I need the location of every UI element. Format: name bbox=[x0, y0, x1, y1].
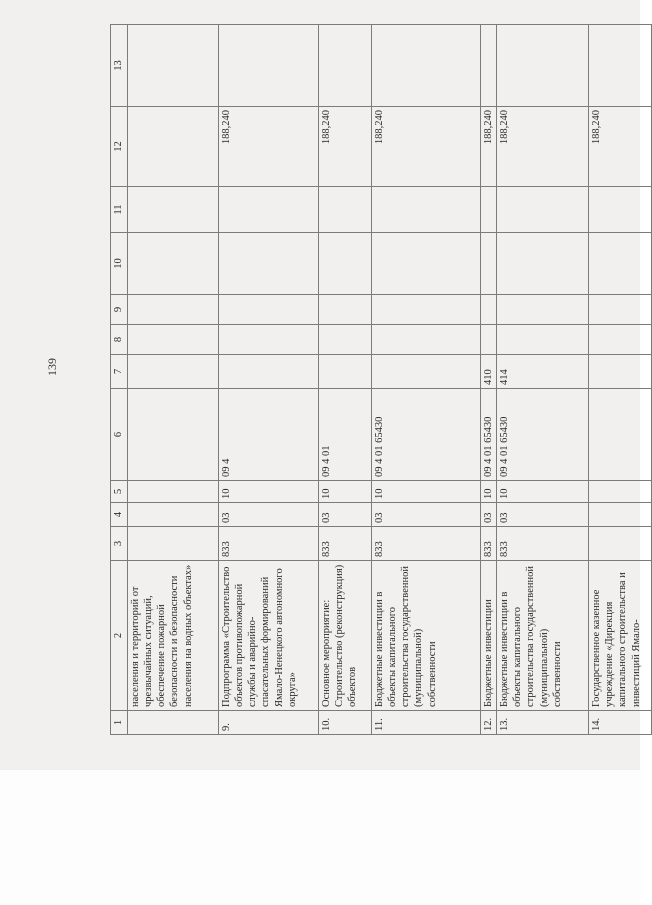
cell-value bbox=[128, 325, 219, 355]
col-header: 10 bbox=[111, 233, 128, 295]
col-header: 3 bbox=[111, 527, 128, 561]
column-header-row bbox=[111, 25, 128, 735]
cell-code bbox=[128, 503, 219, 527]
cell-value bbox=[372, 295, 481, 325]
cell-number: 13. bbox=[497, 711, 589, 735]
cell-code bbox=[219, 355, 319, 389]
cell-value bbox=[589, 25, 652, 107]
cell-value bbox=[128, 295, 219, 325]
cell-code bbox=[128, 481, 219, 503]
cell-value bbox=[589, 187, 652, 233]
cell-value bbox=[497, 187, 589, 233]
cell-code bbox=[589, 389, 652, 481]
cell-number: 14. bbox=[589, 711, 652, 735]
col-header: 7 bbox=[111, 355, 128, 389]
cell-value bbox=[372, 187, 481, 233]
col-header: 4 bbox=[111, 503, 128, 527]
cell-value bbox=[219, 295, 319, 325]
cell-value: 188,240 bbox=[589, 107, 652, 187]
cell-value bbox=[589, 295, 652, 325]
cell-value bbox=[219, 325, 319, 355]
table-row bbox=[319, 25, 372, 735]
cell-code: 833 bbox=[481, 527, 497, 561]
cell-value bbox=[481, 233, 497, 295]
cell-value bbox=[319, 295, 372, 325]
cell-value bbox=[497, 295, 589, 325]
cell-code: 10 bbox=[219, 481, 319, 503]
cell-value bbox=[128, 107, 219, 187]
cell-code: 833 bbox=[372, 527, 481, 561]
rotated-table-container bbox=[110, 25, 642, 735]
budget-table bbox=[110, 24, 652, 735]
cell-value bbox=[372, 25, 481, 107]
col-header: 2 bbox=[111, 561, 128, 711]
cell-code: 03 bbox=[481, 503, 497, 527]
cell-number: 12. bbox=[481, 711, 497, 735]
cell-value bbox=[128, 233, 219, 295]
cell-value bbox=[319, 325, 372, 355]
cell-value bbox=[481, 25, 497, 107]
cell-code: 09 4 01 65430 bbox=[372, 389, 481, 481]
col-header: 6 bbox=[111, 389, 128, 481]
cell-code: 09 4 01 bbox=[319, 389, 372, 481]
cell-value bbox=[319, 25, 372, 107]
cell-value bbox=[497, 233, 589, 295]
cell-code bbox=[372, 355, 481, 389]
cell-code: 410 bbox=[481, 355, 497, 389]
cell-name: Бюджетные инвестиции в объекты капитального строительства государственной (муниципальной) собственности bbox=[497, 561, 589, 711]
cell-value bbox=[128, 25, 219, 107]
cell-number: 10. bbox=[319, 711, 372, 735]
cell-value: 188,240 bbox=[372, 107, 481, 187]
cell-value: 188,240 bbox=[481, 107, 497, 187]
cell-number bbox=[128, 711, 219, 735]
cell-code: 09 4 01 65430 bbox=[497, 389, 589, 481]
page-number: 139 bbox=[45, 358, 59, 376]
table-row bbox=[481, 25, 497, 735]
cell-code: 03 bbox=[372, 503, 481, 527]
cell-code bbox=[128, 389, 219, 481]
cell-code: 10 bbox=[319, 481, 372, 503]
cell-value bbox=[219, 187, 319, 233]
cell-code: 03 bbox=[219, 503, 319, 527]
cell-code bbox=[128, 355, 219, 389]
cell-value bbox=[497, 325, 589, 355]
cell-value bbox=[589, 233, 652, 295]
cell-value bbox=[219, 25, 319, 107]
table-row bbox=[219, 25, 319, 735]
cell-value bbox=[319, 233, 372, 295]
cell-code: 10 bbox=[497, 481, 589, 503]
cell-value bbox=[481, 187, 497, 233]
col-header: 9 bbox=[111, 295, 128, 325]
cell-code: 09 4 bbox=[219, 389, 319, 481]
col-header: 11 bbox=[111, 187, 128, 233]
cell-value bbox=[497, 25, 589, 107]
col-header: 13 bbox=[111, 25, 128, 107]
cell-code: 10 bbox=[372, 481, 481, 503]
cell-value bbox=[589, 325, 652, 355]
table-row bbox=[128, 25, 219, 735]
cell-value: 188,240 bbox=[219, 107, 319, 187]
cell-code: 09 4 01 65430 bbox=[481, 389, 497, 481]
cell-name: Государственное казенное учреждение «Дирекция капитального строительства и инвестиций Ямало- bbox=[589, 561, 652, 711]
cell-code bbox=[589, 481, 652, 503]
cell-code bbox=[589, 527, 652, 561]
table-row bbox=[497, 25, 589, 735]
cell-value bbox=[372, 325, 481, 355]
cell-number: 11. bbox=[372, 711, 481, 735]
cell-name: Бюджетные инвестиции bbox=[481, 561, 497, 711]
cell-value bbox=[481, 295, 497, 325]
cell-code: 10 bbox=[481, 481, 497, 503]
cell-code bbox=[319, 355, 372, 389]
cell-name: Бюджетные инвестиции в объекты капитального строительства государственной (муниципальной) собственности bbox=[372, 561, 481, 711]
col-header: 12 bbox=[111, 107, 128, 187]
cell-value bbox=[128, 187, 219, 233]
cell-code: 03 bbox=[497, 503, 589, 527]
cell-value: 188,240 bbox=[319, 107, 372, 187]
cell-code: 833 bbox=[319, 527, 372, 561]
table-row bbox=[372, 25, 481, 735]
cell-code bbox=[128, 527, 219, 561]
cell-code: 833 bbox=[219, 527, 319, 561]
cell-number: 9. bbox=[219, 711, 319, 735]
col-header: 1 bbox=[111, 711, 128, 735]
cell-code: 03 bbox=[319, 503, 372, 527]
cell-value: 188,240 bbox=[497, 107, 589, 187]
cell-value bbox=[372, 233, 481, 295]
cell-name: Подпрограмма «Строительство объектов противопожарной службы и аварийно-спасательных формирований Ямало-Ненецкого автономного округа» bbox=[219, 561, 319, 711]
cell-code: 414 bbox=[497, 355, 589, 389]
col-header: 8 bbox=[111, 325, 128, 355]
cell-code: 833 bbox=[497, 527, 589, 561]
page-margin bbox=[0, 770, 640, 905]
cell-value bbox=[319, 187, 372, 233]
col-header: 5 bbox=[111, 481, 128, 503]
cell-value bbox=[481, 325, 497, 355]
cell-name: населения и территорий от чрезвычайных ситуаций, обеспечение пожарной безопасности и безопасности населения на водных объектах» bbox=[128, 561, 219, 711]
cell-code bbox=[589, 355, 652, 389]
cell-value bbox=[219, 233, 319, 295]
cell-code bbox=[589, 503, 652, 527]
table-row bbox=[589, 25, 652, 735]
cell-name: Основное мероприятие: Строительство (реконструкция) объектов bbox=[319, 561, 372, 711]
